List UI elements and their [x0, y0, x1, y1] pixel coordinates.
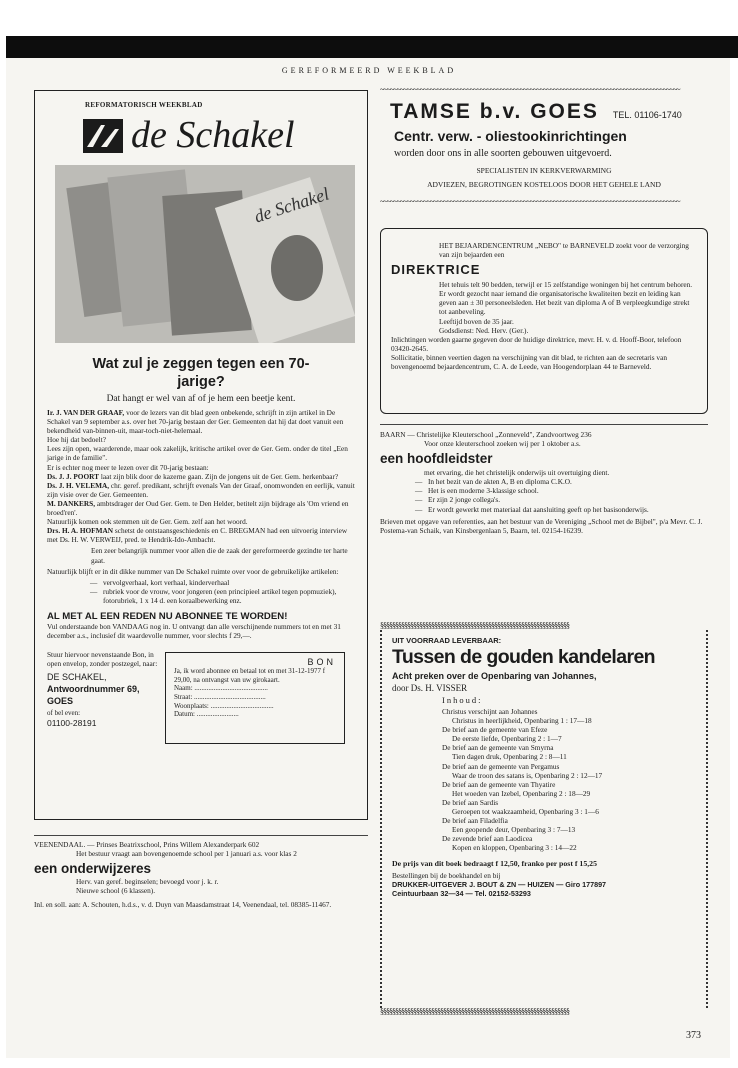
- schakel-order-area: [47, 650, 355, 746]
- baarn-item: — Het is een moderne 3-klassige school.: [412, 486, 708, 495]
- bon-field[interactable]: Datum: ........................: [174, 710, 239, 719]
- kandelaren-price: De prijs van dit boek bedraagt f 12,50, franko per post f 15,25: [392, 858, 597, 868]
- contents-heading: De brief aan Filadelfia: [442, 816, 508, 826]
- address-line: DE SCHAKEL,: [47, 672, 107, 683]
- veenendaal-line: Herv. van geref. beginselen; bevoegd voor j. k. r.: [76, 877, 219, 887]
- veenendaal-heading: een onderwijzeres: [34, 861, 152, 877]
- nebo-text: Het tehuis telt 90 bedden, terwijl er 15 zelfstandige woningen bij het centrum behoren.: [439, 280, 693, 290]
- contents-heading: De brief aan de gemeente van Efeze: [442, 725, 548, 735]
- bon-field[interactable]: Straat: .........................................: [174, 692, 266, 701]
- veenendaal-ad: [34, 840, 368, 909]
- schakel-body-paragraph: [47, 499, 355, 517]
- rule: [380, 424, 708, 425]
- kandelaren-eyebrow: UIT VOORRAAD LEVERBAAR:: [392, 636, 502, 645]
- send-text: Stuur hiervoor nevenstaande Bon, in open envelop, zonder postzegel, naar:: [47, 650, 158, 669]
- baarn-item: — Er wordt gewerkt met materiaal dat aansluiting geeft op het basisonderwijs.: [412, 505, 708, 514]
- schakel-eyebrow: REFORMATORISCH WEEKBLAD: [85, 101, 203, 109]
- schakel-body-paragraph: [47, 526, 355, 544]
- schakel-item: — rubriek voor de vrouw, voor jongeren (een principieel artikel tegen popmuziek), fotorubriek, 1 x 14 d. een koraalbewerking enz.: [87, 587, 355, 605]
- kandelaren-author: door Ds. H. VISSER: [392, 683, 468, 693]
- schakel-body-name: Ds. J. H. VELEMA,: [47, 480, 110, 490]
- cover-title: de Schakel: [251, 183, 332, 227]
- wavy-border-right: [702, 630, 708, 1008]
- schakel-logo-text: de Schakel: [131, 114, 295, 156]
- schakel-headline: Wat zul je zeggen tegen een 70-jarige?: [92, 356, 310, 390]
- baarn-item: — Er zijn 2 jonge collega's.: [412, 495, 708, 504]
- contents-subtitle: Waar de troon des satans is, Openbaring 2 : 12—17: [452, 770, 603, 780]
- kandelaren-subtitle: Acht preken over de Openbaring van Johannes,: [392, 671, 597, 681]
- baarn-item: — In het bezit van de akten A, B en diploma C.K.O.: [412, 477, 708, 486]
- schakel-body-text: Lees zijn open, waarderende, maar ook zakelijk, kritische artikel over de Ger. Gem. onder de titel „Een jarige in de familie".: [47, 444, 348, 463]
- contents-subtitle: Een geopende deur, Openbaring 3 : 7—13: [452, 825, 576, 835]
- schakel-item: — vervolgverhaal, kort verhaal, kinderverhaal: [87, 578, 355, 587]
- schakel-body-name: Ds. J. J. POORT: [47, 471, 100, 481]
- tamse-tel: TEL. 01106-1740: [612, 110, 682, 120]
- schakel-logo-icon: [83, 119, 123, 153]
- schakel-body-paragraph: [47, 444, 355, 462]
- contents-heading: De zevende brief aan Laodicea: [442, 834, 533, 844]
- schakel-body-text: ambtsdrager der Oud Ger. Gem. te Den Helder, betitelt zijn bijdrage als 'Om vriend en broed'ren'.: [47, 498, 349, 518]
- wavy-border-left: [380, 630, 386, 1008]
- bon-text: Ja, ik word abonnee en betaal tot en met 31-12-1977 f 29,00, na ontvangst van uw girokaart.: [174, 667, 326, 684]
- nebo-intro: HET BEJAARDENCENTRUM „NEBO" te BARNEVELD zoekt voor de verzorging van zijn bejaarden een: [439, 241, 689, 260]
- tamse-ad: [380, 86, 708, 208]
- tamse-line4: ADVIEZEN, BEGROTINGEN KOSTELOOS DOOR HET GEHELE LAND: [427, 180, 661, 189]
- wavy-border-bottom: ~~~~~~~~~~~~~~~~~~~~~~~~~~~~~~~~~~~~~~~~~~~~~~~~~~~~~~~~~~~~~~~~~~~~~~~~~~~~~~~~~~~~~~~~~~: [380, 198, 680, 206]
- nebo-text: Godsdienst: Ned. Herv. (Ger.).: [439, 325, 529, 335]
- schakel-cta-body: Vul onderstaande bon VANDAAG nog in. U ontvangt dan alle verschijnende nummers tot en met 31 december a.s., inclusief dit waardevolle nummer, voor slechts f 29,—.: [47, 621, 341, 641]
- contents-heading: De brief aan de gemeente van Thyatire: [442, 779, 556, 789]
- schakel-subhead: Dat hangt er wel van af of je hem een beetje kent.: [106, 394, 296, 404]
- kandelaren-title: Tussen de gouden kandelaren: [392, 646, 655, 668]
- schakel-body-text: schetst de ontstaansgeschiedenis en C. BREGMAN had een uitvoerig interview met Ds. H. W. VERWEIJ, pred. te Hendrik-Ido-Ambacht.: [47, 526, 348, 545]
- kandelaren-publisher-address: Ceintuurbaan 32—34 — Tel. 02152-53293: [392, 888, 531, 898]
- kandelaren-order: Bestellingen bij de boekhandel en bij: [392, 870, 501, 880]
- nebo-ad: [380, 228, 708, 414]
- nebo-info: Inlichtingen worden gaarne gegeven door de huidige direktrice, mevr. H. v. d. Hooff-Boor, telefoon 03420-2645.: [391, 334, 682, 353]
- phone-number: 01100-28191: [47, 717, 97, 728]
- bon-field[interactable]: Naam: ..........................................: [174, 684, 268, 693]
- schakel-natural-line: Natuurlijk blijft er in dit dikke nummer van De Schakel ruimte over voor de gebruikelijke artikelen:: [47, 566, 339, 576]
- schakel-indent-line: Een zeer belangrijk nummer voor allen die de zaak der gereformeerde gezindte ter harte gaat.: [91, 546, 348, 565]
- rule: [34, 835, 368, 836]
- baarn-dateline: BAARN — Christelijke Kleuterschool „Zonneveld", Zandvoortweg 236: [380, 430, 592, 439]
- schakel-body-paragraph: [47, 481, 355, 499]
- scan-top-edge: [6, 36, 738, 58]
- wavy-border-top: ~~~~~~~~~~~~~~~~~~~~~~~~~~~~~~~~~~~~~~~~~~~~~~~~~~~~~~~~~~~~~~~~~~~~~~~~~~~~~~~~~~~~~~~~~~: [380, 86, 680, 94]
- contents-heading: De brief aan de gemeente van Smyrna: [442, 743, 554, 753]
- schakel-body-paragraph: [47, 517, 355, 526]
- schakel-body-paragraph: [47, 408, 355, 435]
- kandelaren-contents: [442, 707, 698, 853]
- schakel-body-text: Er is echter nog meer te lezen over dit 70-jarig bestaan:: [47, 462, 209, 472]
- schakel-photo: [55, 165, 355, 343]
- bon-title: BON: [307, 657, 336, 668]
- veenendaal-line: Nieuwe school (6 klassen).: [76, 886, 156, 896]
- address-line: GOES: [47, 696, 74, 707]
- baarn-contact: Brieven met opgave van referenties, aan het bestuur van de Vereniging „School met de Bijbel", p/a Mevr. C. J. Postema-van Schaik, van Kinsbergenlaan 5, Baarn, tel. 02154-16239.: [380, 516, 703, 535]
- contents-subtitle: Tien dagen druk, Openbaring 2 : 8—11: [452, 752, 567, 762]
- tamse-line3: SPECIALISTEN IN KERKVERWARMING: [476, 166, 612, 175]
- contents-heading: Christus verschijnt aan Johannes: [442, 707, 538, 716]
- page-number: 373: [686, 1030, 701, 1041]
- address-line: Antwoordnummer 69,: [47, 684, 140, 695]
- schakel-body-name: Drs. H. A. HOFMAN: [47, 526, 114, 536]
- schakel-body-text: voor de lezers van dit blad geen onbekende, schrijft in zijn artikel in De Schakel van 9 september a.s. over het 70-jarig bestaan der Ger. Gemeenten dat hij dat doet vanuit een bekendheid van-binnen-uit, maar-toch-niet-helemaal.: [47, 408, 344, 436]
- inhoud-label: Inhoud:: [442, 695, 483, 705]
- kandelaren-ad: [380, 622, 708, 1022]
- contents-subtitle: De eerste liefde, Openbaring 2 : 1—7: [452, 734, 562, 744]
- contents-subtitle: Geroepen tot waakzaamheid, Openbaring 3 : 1—6: [452, 807, 599, 817]
- nebo-heading: DIREKTRICE: [391, 262, 481, 278]
- schakel-body-name: Ir. J. VAN DER GRAAF,: [47, 408, 125, 417]
- schakel-body-paragraph: [47, 472, 355, 481]
- veenendaal-dateline: VEENENDAAL. — Prinses Beatrixschool, Prins Willem Alexanderpark 602: [34, 840, 260, 849]
- contents-subtitle: Kopen en kloppen, Openbaring 3 : 14—22: [452, 843, 577, 853]
- schakel-body-text: laat zijn blik door de kazerne gaan. Zijn de jongens uit de Ger. Gem. herkenbaar?: [99, 471, 339, 481]
- veenendaal-intro: Het bestuur vraagt aan bovengenoemde school per 1 januari a.s. voor klas 2: [76, 849, 297, 859]
- tamse-line2: worden door ons in alle soorten gebouwen uitgevoerd.: [394, 148, 612, 159]
- schakel-ad: [34, 90, 368, 820]
- wavy-border-top: §§§§§§§§§§§§§§§§§§§§§§§§§§§§§§§§§§§§§§§§§§§§§§§§§§§§§§§§§§§§§§§: [380, 622, 569, 630]
- tamse-name: TAMSE b.v. GOES: [390, 100, 599, 123]
- cover-portrait: [271, 235, 323, 301]
- schakel-logo: [47, 113, 355, 159]
- contents-heading: De brief aan de gemeente van Pergamus: [442, 761, 560, 771]
- contents-heading: De brief aan Sardis: [442, 797, 499, 807]
- contents-subtitle: Christus in heerlijkheid, Openbaring 1 : 17—18: [452, 716, 592, 726]
- nebo-application: Sollicitatie, binnen veertien dagen na verschijning van dit blad, te richten aan de secretaris van bovengenoemd bejaardencentrum, C. A. de Leede, van Hoogendorplaan 44 te Barneveld.: [391, 352, 667, 372]
- bon-coupon[interactable]: [165, 652, 345, 744]
- schakel-items: [87, 578, 355, 605]
- contents-subtitle: Het woeden van Izebel, Openbaring 2 : 18—29: [452, 788, 591, 798]
- schakel-body-name: M. DANKERS,: [47, 498, 96, 508]
- kandelaren-publisher: DRUKKER-UITGEVER J. BOUT & ZN — HUIZEN — Giro 177897: [392, 879, 607, 889]
- schakel-body-paragraph: [47, 463, 355, 472]
- nebo-text: Er wordt gezocht naar iemand die organisatorische kwaliteiten bezit en leiding kan geven aan ± 30 personeelsleden. Het bezit van diploma A of B verpleegkundige strekt tot aanbeveling.: [439, 289, 690, 317]
- schakel-body-text: Hoe hij dat bedoelt?: [47, 435, 106, 445]
- baarn-intro: Voor onze kleuterschool zoeken wij per 1 oktober a.s.: [424, 439, 581, 449]
- veenendaal-contact: Inl. en soll. aan: A. Schouten, h.d.s., v. d. Duyn van Maasdamstraat 14, Veenendaal, tel. 08385-11467.: [34, 900, 332, 910]
- schakel-body-text: chr. geref. predikant, schrijft evenals Van der Graaf, onomwonden en eerlijk, vanuit zijn visie over de Ger. Gemeenten.: [47, 480, 355, 499]
- tamse-line1: Centr. verw. - oliestookinrichtingen: [394, 128, 627, 144]
- schakel-body-paragraph: [47, 435, 355, 444]
- or-call: of bel even:: [47, 709, 81, 718]
- baarn-ad: [380, 430, 708, 535]
- running-head: GEREFORMEERD WEEKBLAD: [281, 66, 457, 75]
- nebo-text: Leeftijd boven de 35 jaar.: [439, 316, 514, 326]
- schakel-body-text: Natuurlijk komen ook stemmen uit de Ger. Gem. zelf aan het woord.: [47, 517, 248, 527]
- bon-field[interactable]: Woonplaats: ....................................: [174, 701, 274, 710]
- baarn-items: [412, 477, 708, 513]
- wavy-border-bottom: §§§§§§§§§§§§§§§§§§§§§§§§§§§§§§§§§§§§§§§§§§§§§§§§§§§§§§§§§§§§§§§: [380, 1008, 569, 1016]
- schakel-cta: AL MET AL EEN REDEN NU ABONNEE TE WORDEN!: [47, 610, 288, 622]
- schakel-body: [47, 408, 355, 544]
- baarn-sub: met ervaring, die het christelijk onderwijs uit overtuiging dient.: [424, 468, 610, 478]
- baarn-heading: een hoofdleidster: [380, 451, 493, 467]
